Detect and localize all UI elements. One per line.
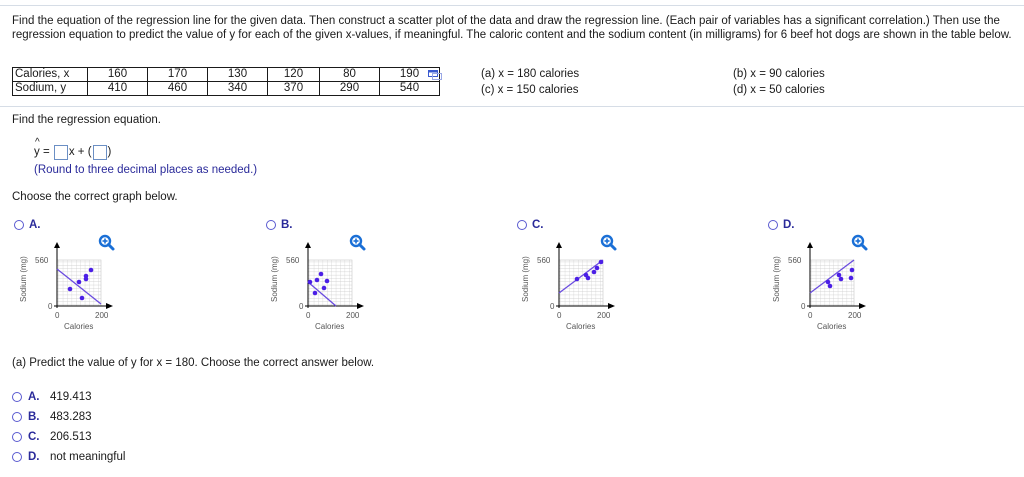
graph-option-a[interactable]: A. xyxy=(14,219,41,231)
svg-text:Sodium (mg): Sodium (mg) xyxy=(270,256,279,302)
table-cell: 370 xyxy=(268,82,320,96)
table-cell: 120 xyxy=(268,68,320,82)
answer-option-a[interactable]: A. 419.413 xyxy=(12,391,92,403)
svg-text:Calories: Calories xyxy=(315,322,345,331)
svg-text:200: 200 xyxy=(597,311,611,320)
svg-text:200: 200 xyxy=(848,311,862,320)
row-label: Sodium, y xyxy=(13,82,88,96)
answer-option-d[interactable]: D. not meaningful xyxy=(12,451,125,463)
table-cell: 80 xyxy=(320,68,380,82)
svg-text:Calories: Calories xyxy=(64,322,94,331)
table-cell: 130 xyxy=(208,68,268,82)
radio-button[interactable] xyxy=(517,220,527,230)
intercept-input[interactable] xyxy=(93,145,107,160)
xvalue-b: (b) x = 90 calories xyxy=(733,68,825,80)
regression-equation xyxy=(34,137,112,160)
radio-button[interactable] xyxy=(12,392,22,402)
graph-a xyxy=(10,232,140,332)
radio-button[interactable] xyxy=(266,220,276,230)
svg-text:Sodium (mg): Sodium (mg) xyxy=(19,256,28,302)
row-label: Calories, x xyxy=(13,68,88,82)
equals-sign: = xyxy=(39,146,53,158)
radio-button[interactable] xyxy=(768,220,778,230)
section-divider xyxy=(0,106,1024,107)
table-cell: 410 xyxy=(88,82,148,96)
svg-text:0: 0 xyxy=(48,302,53,311)
svg-text:0: 0 xyxy=(306,311,311,320)
svg-text:560: 560 xyxy=(286,256,300,265)
x-plus-text: x + ( xyxy=(68,146,92,158)
slope-input[interactable] xyxy=(54,145,68,160)
graph-c xyxy=(512,232,642,332)
svg-text:0: 0 xyxy=(557,311,562,320)
radio-button[interactable] xyxy=(12,432,22,442)
svg-text:200: 200 xyxy=(346,311,360,320)
table-row-calories xyxy=(13,68,440,82)
zoom-in-icon[interactable] xyxy=(853,236,866,249)
svg-text:0: 0 xyxy=(550,302,555,311)
table-cell: 190 xyxy=(380,68,440,82)
regression-prompt: Find the regression equation. xyxy=(12,114,161,126)
svg-text:Calories: Calories xyxy=(566,322,596,331)
top-divider xyxy=(0,5,1024,6)
table-cell: 460 xyxy=(148,82,208,96)
zoom-in-icon[interactable] xyxy=(100,236,113,249)
table-cell: 540 xyxy=(380,82,440,96)
graph-d xyxy=(763,232,893,332)
data-table xyxy=(12,67,440,96)
table-cell: 170 xyxy=(148,68,208,82)
graph-prompt: Choose the correct graph below. xyxy=(12,191,178,203)
graph-option-d[interactable]: D. xyxy=(768,219,795,231)
graph-option-c[interactable]: C. xyxy=(517,219,544,231)
xvalue-a: (a) x = 180 calories xyxy=(481,68,580,80)
copy-data-icon[interactable] xyxy=(428,70,442,80)
y-hat: ^ y xyxy=(34,137,40,158)
xvalue-d: (d) x = 50 calories xyxy=(733,84,825,96)
graph-b xyxy=(261,232,391,332)
table-cell: 160 xyxy=(88,68,148,82)
svg-text:0: 0 xyxy=(801,302,806,311)
svg-text:200: 200 xyxy=(95,311,109,320)
table-row-sodium xyxy=(13,82,440,96)
close-paren: ) xyxy=(107,146,112,158)
svg-text:0: 0 xyxy=(55,311,60,320)
xvalue-c: (c) x = 150 calories xyxy=(481,84,579,96)
answer-option-b[interactable]: B. 483.283 xyxy=(12,411,92,423)
radio-button[interactable] xyxy=(12,412,22,422)
radio-button[interactable] xyxy=(12,452,22,462)
part-a-prompt: (a) Predict the value of y for x = 180. Choose the correct answer below. xyxy=(12,357,375,369)
svg-text:560: 560 xyxy=(788,256,802,265)
table-cell: 290 xyxy=(320,82,380,96)
graph-option-b[interactable]: B. xyxy=(266,219,293,231)
svg-text:560: 560 xyxy=(35,256,49,265)
zoom-in-icon[interactable] xyxy=(602,236,615,249)
zoom-in-icon[interactable] xyxy=(351,236,364,249)
svg-text:Calories: Calories xyxy=(817,322,847,331)
radio-button[interactable] xyxy=(14,220,24,230)
svg-text:Sodium (mg): Sodium (mg) xyxy=(772,256,781,302)
rounding-hint: (Round to three decimal places as needed.) xyxy=(34,164,258,176)
svg-text:0: 0 xyxy=(299,302,304,311)
answer-option-c[interactable]: C. 206.513 xyxy=(12,431,92,443)
svg-text:560: 560 xyxy=(537,256,551,265)
svg-text:0: 0 xyxy=(808,311,813,320)
question-intro: Find the equation of the regression line for the given data. Then construct a scatter plot of the data and draw the regression line. (Each pair of variables has a significant correlation.) Then use the regression equation to predict the value of y for each of the given x-values, if meaningful. The caloric content and the sodium content (in milligrams) for 6 beef hot dogs are shown in the table below. xyxy=(12,15,1012,41)
table-cell: 340 xyxy=(208,82,268,96)
svg-text:Sodium (mg): Sodium (mg) xyxy=(521,256,530,302)
